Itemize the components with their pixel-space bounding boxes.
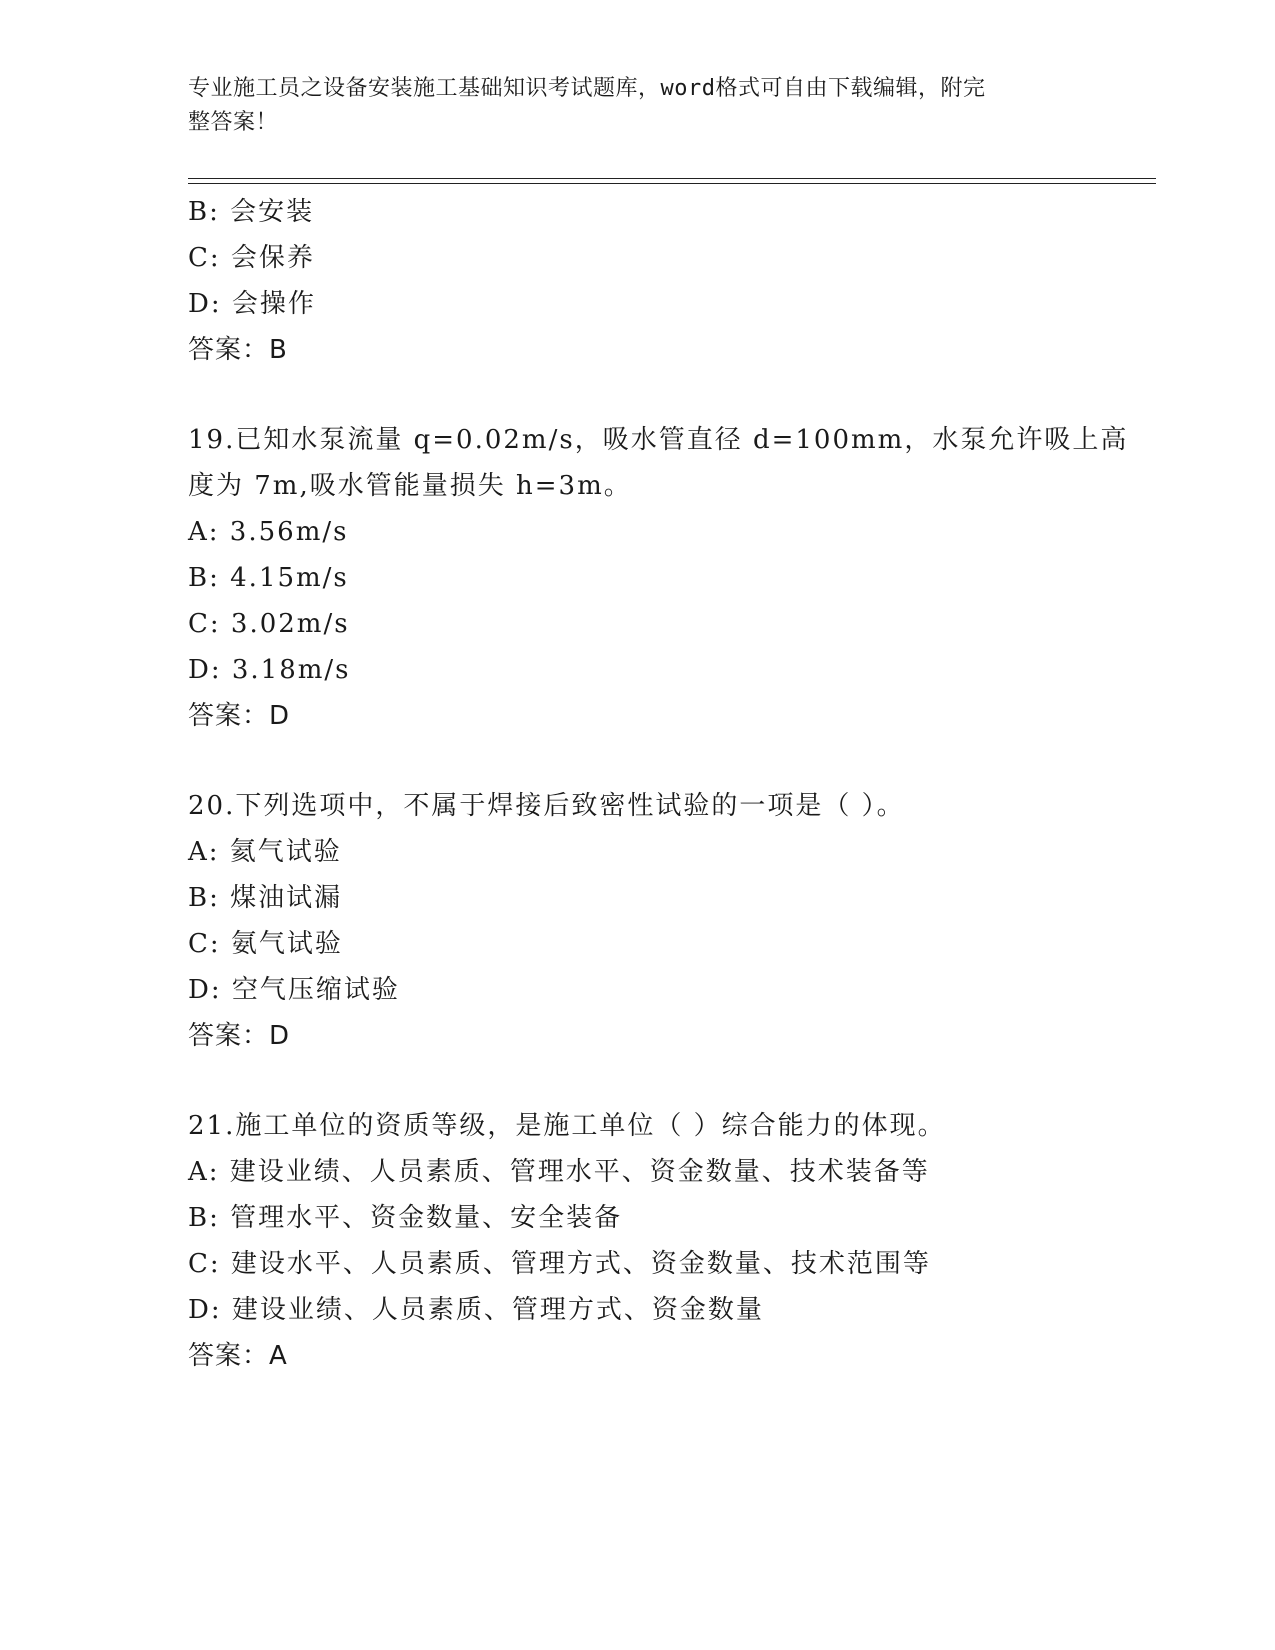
option-b: B: 煤油试漏 — [188, 883, 343, 913]
option-d: D: 空气压缩试验 — [188, 975, 400, 1005]
option-d: D: 会操作 — [188, 289, 316, 319]
question-text: 21.施工单位的资质等级，是施工单位（ ）综合能力的体现。 — [188, 1111, 946, 1141]
option-c: C: 会保养 — [188, 243, 315, 273]
option-a: A: 氦气试验 — [188, 837, 342, 867]
spacer — [188, 373, 1088, 417]
spacer — [188, 1059, 1088, 1103]
option-c: C: 3.02m/s — [188, 609, 350, 639]
header-divider-bottom — [188, 183, 1156, 184]
option-d: D: 3.18m/s — [188, 655, 351, 685]
option-b: B: 管理水平、资金数量、安全装备 — [188, 1203, 623, 1233]
question-21 — [188, 1103, 1088, 1379]
answer-label: 答案：D — [188, 1021, 291, 1051]
header-divider-top — [188, 178, 1156, 179]
question-19 — [188, 417, 1129, 739]
option-c: C: 氨气试验 — [188, 929, 343, 959]
page-header — [188, 72, 1068, 140]
question-text: 19.已知水泵流量 q=0.02m/s，吸水管直径 d=100mm，水泵允许吸上高 — [188, 425, 1129, 455]
option-a: A: 建设业绩、人员素质、管理水平、资金数量、技术装备等 — [188, 1157, 930, 1187]
option-c: C: 建设水平、人员素质、管理方式、资金数量、技术范围等 — [188, 1249, 931, 1279]
header-line-1: 专业施工员之设备安装施工基础知识考试题库，word格式可自由下载编辑，附完 — [188, 76, 986, 101]
header-line-2: 整答案！ — [188, 110, 279, 135]
option-a: A: 3.56m/s — [188, 517, 349, 547]
answer-label: 答案：A — [188, 1341, 288, 1371]
question-18-continued — [188, 189, 1088, 373]
question-20 — [188, 783, 1088, 1059]
question-text: 度为 7m,吸水管能量损失 h=3m。 — [188, 471, 632, 501]
spacer — [188, 739, 1088, 783]
option-b: B: 会安装 — [188, 197, 315, 227]
answer-label: 答案：D — [188, 701, 291, 731]
question-list — [188, 189, 1129, 1379]
option-d: D: 建设业绩、人员素质、管理方式、资金数量 — [188, 1295, 764, 1325]
question-text: 20.下列选项中，不属于焊接后致密性试验的一项是（ ）。 — [188, 791, 905, 821]
option-b: B: 4.15m/s — [188, 563, 349, 593]
answer-label: 答案：B — [188, 335, 288, 365]
